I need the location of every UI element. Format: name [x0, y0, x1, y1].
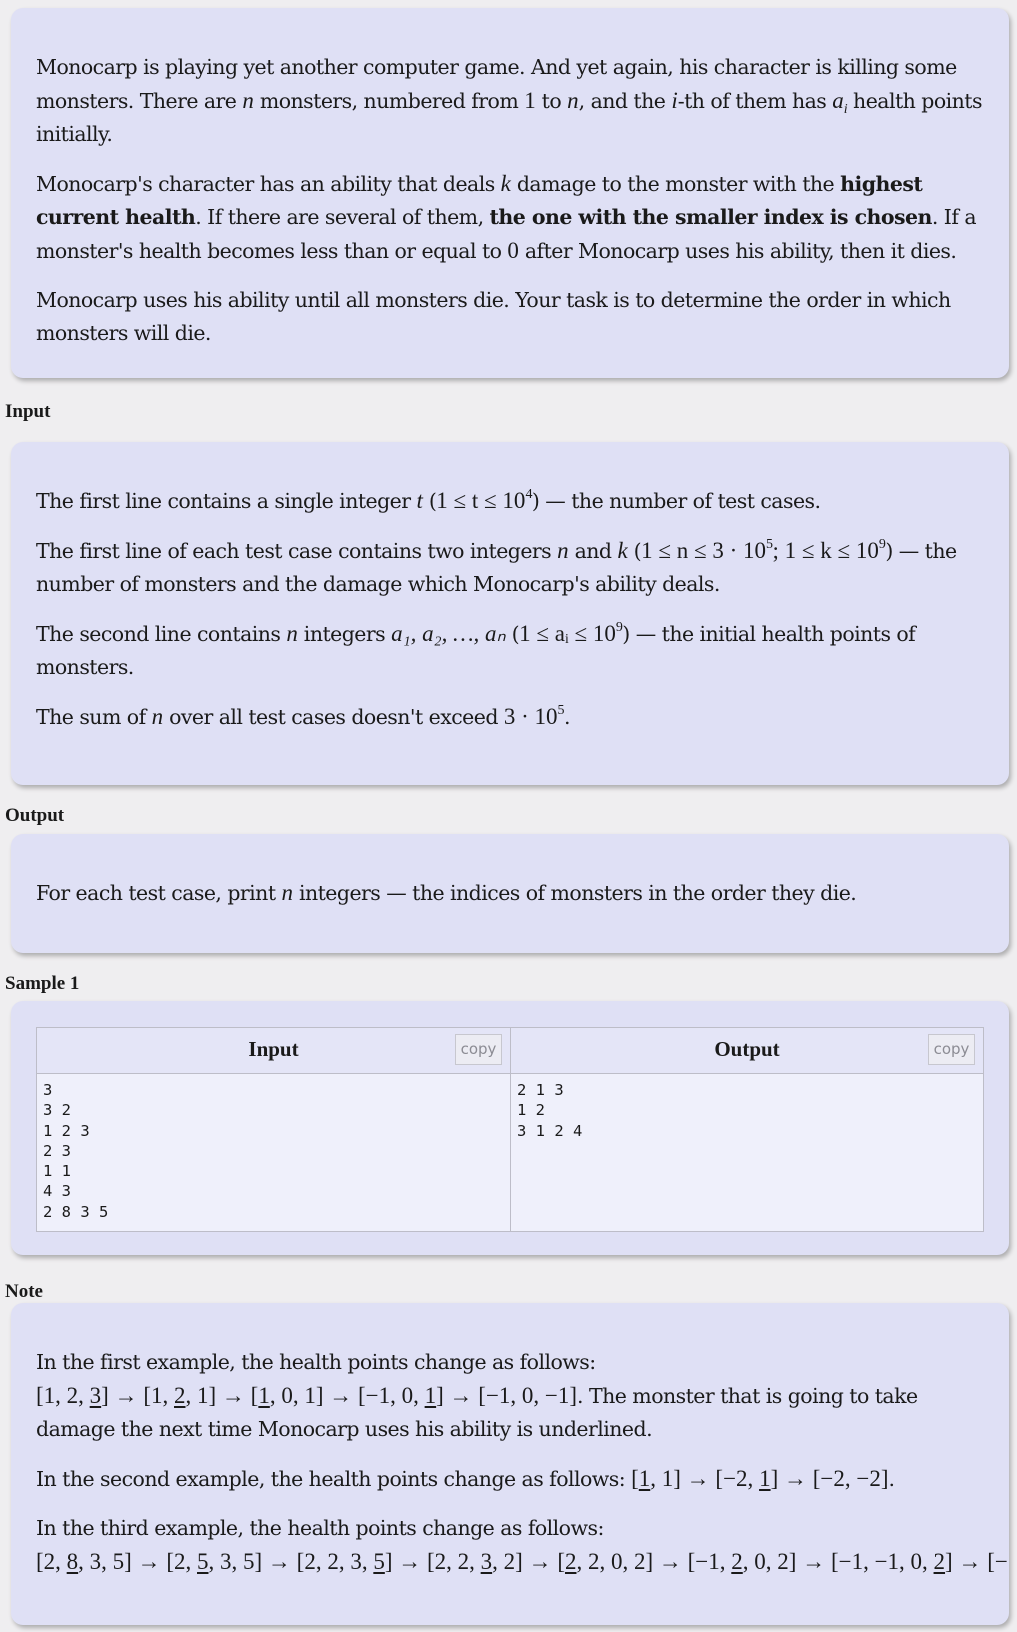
note-paragraph-2: In the second example, the health points change as follows: [1, 1] → [−2, 1] → [−2, −2]. [36, 1466, 895, 1491]
input-paragraph-4: The sum of n over all test cases doesn't exceed $3 \cdot 10^5$. [36, 703, 570, 729]
output-heading: Output [5, 805, 65, 826]
output-card [11, 834, 1009, 953]
sample-output-header [511, 1028, 983, 1074]
sample-table [36, 1027, 984, 1232]
copy-input-button[interactable]: copy [455, 1034, 502, 1065]
sample-heading: Sample 1 [5, 973, 80, 994]
sample-output-column [510, 1028, 983, 1231]
output-paragraph-1: For each test case, print n integers — the indices of monsters in the order they die. [36, 880, 857, 905]
sample-card [11, 1001, 1009, 1255]
note-card [11, 1303, 1009, 1625]
copy-output-button[interactable]: copy [928, 1034, 975, 1065]
input-paragraph-3: The second line contains n integers a₁, a₂, …, aₙ (1 ≤ aᵢ ≤ $10^9$) — the initial health points of monsters. [36, 620, 916, 679]
statement-card [11, 8, 1009, 378]
sample-input-text[interactable]: 3 3 2 1 2 3 2 3 1 1 4 3 2 8 3 5 [43, 1081, 109, 1221]
sample-output-text[interactable]: 2 1 3 1 2 3 1 2 4 [517, 1081, 583, 1140]
input-paragraph-1: The first line contains a single integer t $(1 \le t \le 10^4)$ — the number of test cases. [36, 487, 821, 513]
input-card [11, 442, 1009, 785]
note-sequence-3: [2, 8, 3, 5] → [2, 5, 3, 5] → [2, 2, 3, 5] → [2, 2, 3, 2] → [2, 2, 0, 2] → [−1, 2, 0, 2] → [−1, −1, 0, 2] → [− [36, 1549, 1008, 1574]
statement-paragraph-3: Monocarp uses his ability until all monsters die. Your task is to determine the order in which monsters will die. [36, 288, 951, 345]
sample-input-title: Input [248, 1037, 299, 1061]
sample-input-header [37, 1028, 510, 1074]
statement-paragraph-2: Monocarp's character has an ability that deals k damage to the monster with the highest current health. If there are several of them, the one with the smaller index is chosen. If a monster's health becomes less than or equal to 0 after Monocarp uses his ability, then it dies. [36, 171, 977, 263]
note-paragraph-3: In the third example, the health points change as follows: [2, 8, 3, 5] → [2, 5, 3, 5] → [2, 2, 3, 5] → [2, 2, 3, 2] → [2, 2, 0, 2] → [−1, 2, 0, 2] → [−1, −1, 0, 2] → [− [36, 1516, 1008, 1574]
note-paragraph-1: In the first example, the health points change as follows: [1, 2, 3] → [1, 2, 1] → [1, 0, 1] → [−1, 0, 1] → [−1, 0, −1]. The monster that is going to take damage the next time Monocarp uses his ability is underlined. [36, 1350, 918, 1441]
input-heading: Input [5, 401, 51, 422]
sample-input-column [37, 1028, 510, 1231]
note-sequence-1: [1, 2, 3] → [1, 2, 1] → [1, 0, 1] → [−1, 0, 1] → [−1, 0, −1] [36, 1383, 578, 1408]
note-sequence-2: [1, 1] → [−2, 1] → [−2, −2] [631, 1466, 889, 1491]
sample-output-title: Output [714, 1037, 780, 1061]
input-paragraph-2: The first line of each test case contains two integers n and k ($1 \le n \le 3 \cdot 10^5$; $1 \le k \le 10^9$) — the number of monsters and the damage which Monocarp's ability deals. [36, 537, 957, 596]
note-heading: Note [5, 1281, 43, 1302]
statement-paragraph-1: Monocarp is playing yet another computer game. And yet again, his character is killing some monsters. There are n monsters, numbered from 1 to n, and the i-th of them has $a_i$ health points initially. [36, 55, 982, 146]
